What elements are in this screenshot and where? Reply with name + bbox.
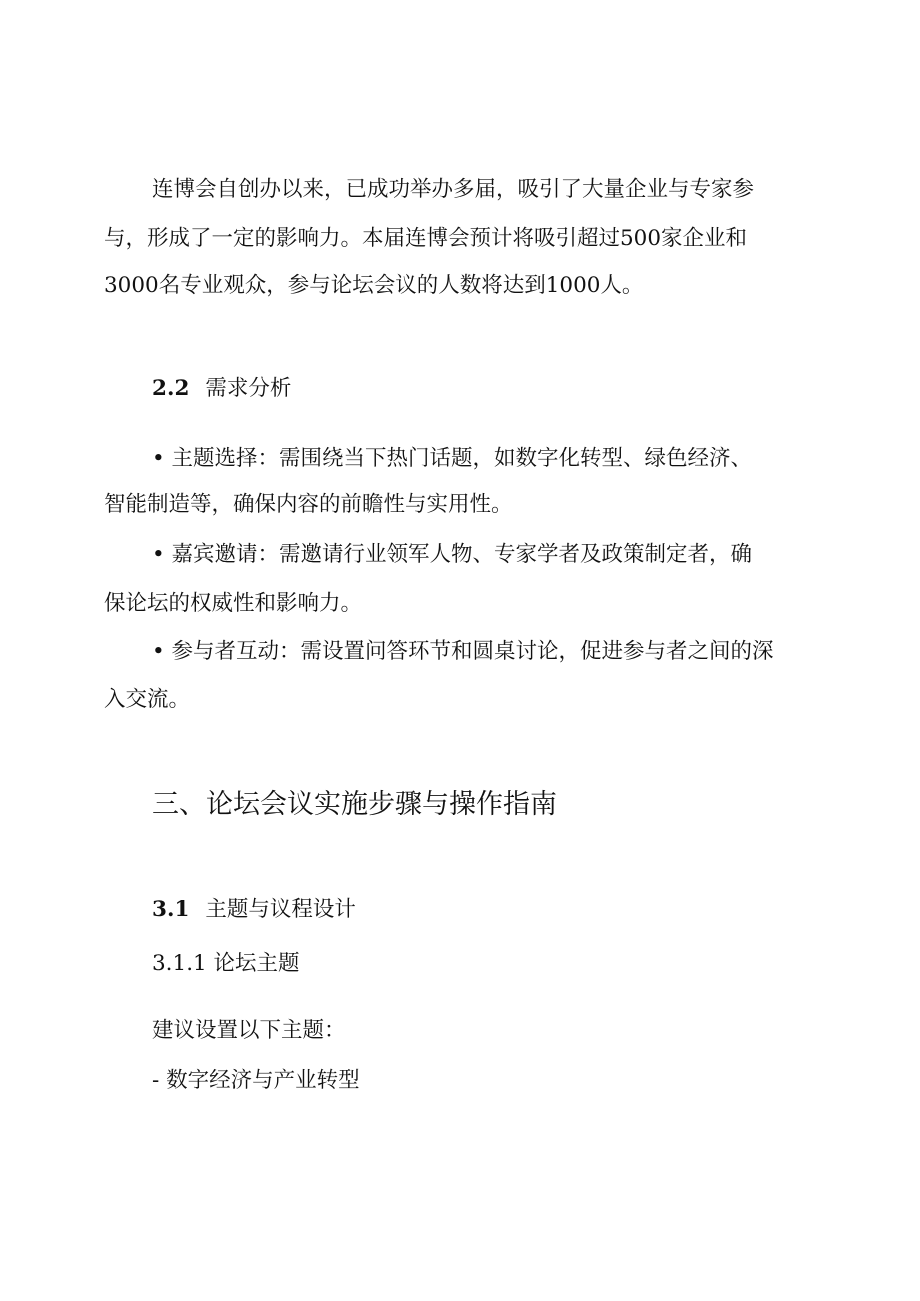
bullet-guest-invitation-line-2: 保论坛的权威性和影响力。 — [104, 591, 363, 616]
intro-paragraph-line-1: 连博会自创办以来，已成功举办多届，吸引了大量企业与专家参 — [152, 177, 755, 202]
bullet-participant-interaction-line-2: 入交流。 — [104, 687, 191, 712]
intro-paragraph-line-3: 3000名专业观众，参与论坛会议的人数将达到1000人。 — [104, 273, 644, 298]
section-title: 主题与议程设计 — [205, 897, 356, 922]
bullet-participant-interaction-line-1: • 参与者互动：需设置问答环节和圆桌讨论，促进参与者之间的深 — [152, 639, 774, 664]
section-heading-2-2 — [152, 374, 291, 404]
bullet-guest-invitation-line-1: • 嘉宾邀请：需邀请行业领军人物、专家学者及政策制定者，确 — [152, 542, 753, 567]
chapter-heading-3: 三、论坛会议实施步骤与操作指南 — [152, 789, 557, 820]
section-number: 3.1 — [152, 897, 190, 922]
section-number: 2.2 — [152, 376, 190, 401]
bullet-topic-selection-line-1: • 主题选择：需围绕当下热门话题，如数字化转型、绿色经济、 — [152, 446, 753, 471]
section-title: 需求分析 — [205, 376, 292, 401]
subsection-heading-3-1-1: 3.1.1 论坛主题 — [152, 951, 300, 976]
section-heading-3-1 — [152, 895, 356, 925]
topic-list-item: - 数字经济与产业转型 — [152, 1068, 360, 1093]
intro-paragraph-line-2: 与，形成了一定的影响力。本届连博会预计将吸引超过500家企业和 — [104, 226, 748, 251]
topics-intro: 建议设置以下主题： — [152, 1018, 346, 1043]
bullet-topic-selection-line-2: 智能制造等，确保内容的前瞻性与实用性。 — [104, 492, 513, 517]
